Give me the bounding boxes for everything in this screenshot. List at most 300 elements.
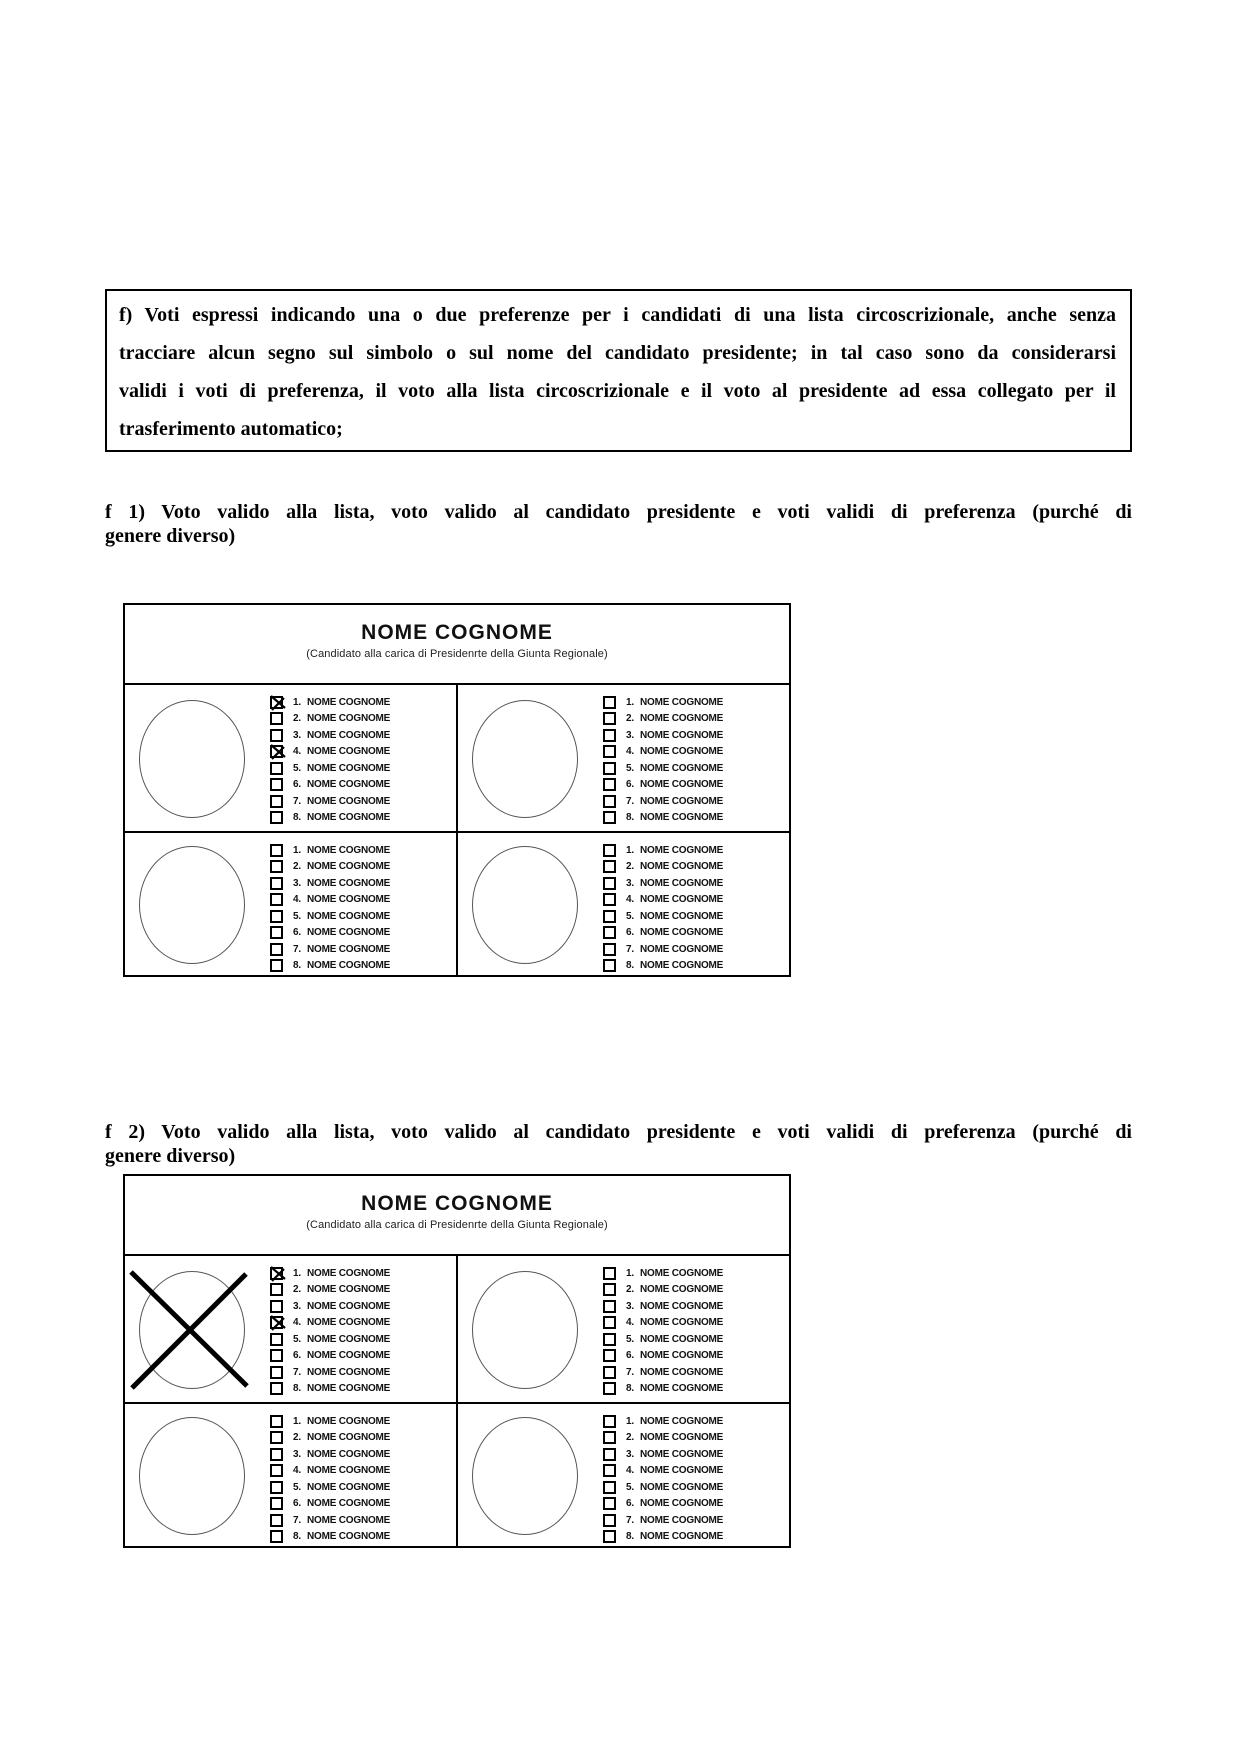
candidate-row	[270, 908, 390, 925]
candidate-row	[603, 1529, 723, 1546]
heading-line: genere diverso)	[105, 1145, 236, 1167]
candidate-row	[270, 694, 390, 711]
candidate-row	[270, 941, 390, 958]
ballot-row	[125, 1404, 789, 1546]
candidate-number: 5.	[293, 1481, 301, 1493]
preference-checkbox	[603, 1415, 616, 1428]
candidate-name: NOME COGNOME	[640, 1531, 724, 1543]
ballot-row	[125, 685, 789, 833]
preference-checkbox	[603, 959, 616, 972]
ballot-quadrant-bottom-right	[458, 833, 789, 975]
candidate-name: NOME COGNOME	[640, 1415, 724, 1427]
candidate-name: NOME COGNOME	[307, 812, 391, 824]
candidate-name: NOME COGNOME	[307, 1514, 391, 1526]
candidate-number: 5.	[626, 1333, 634, 1345]
preference-checkbox	[270, 745, 283, 758]
candidate-row	[270, 1430, 390, 1447]
candidate-number: 6.	[293, 1350, 301, 1362]
candidate-row	[603, 694, 723, 711]
ballot-row	[125, 1256, 789, 1404]
candidate-name: NOME COGNOME	[640, 746, 724, 758]
candidate-row	[270, 793, 390, 810]
candidate-row	[270, 777, 390, 794]
candidate-number: 8.	[626, 812, 634, 824]
candidate-name: NOME COGNOME	[307, 1300, 391, 1312]
candidate-row	[603, 1413, 723, 1430]
candidate-name: NOME COGNOME	[307, 729, 391, 741]
candidate-row	[270, 1512, 390, 1529]
intro-line: f) Voti espressi indicando una o due preferenze per i candidati di una lista circoscrizionale, anche senza	[119, 304, 1116, 326]
candidate-list	[270, 1413, 390, 1545]
candidate-row	[603, 1496, 723, 1513]
preference-checkbox	[603, 943, 616, 956]
preference-checkbox	[603, 1382, 616, 1395]
preference-checkbox	[603, 778, 616, 791]
intro-text-box	[105, 289, 1132, 452]
candidate-list	[270, 694, 390, 826]
candidate-name: NOME COGNOME	[640, 795, 724, 807]
candidate-number: 4.	[293, 746, 301, 758]
candidate-number: 7.	[293, 795, 301, 807]
candidate-name: NOME COGNOME	[307, 1284, 391, 1296]
ballot-quadrant-top-left	[125, 1256, 458, 1402]
candidate-row	[270, 744, 390, 761]
candidate-number: 3.	[626, 729, 634, 741]
ballot-specimen-f2	[123, 1174, 791, 1548]
candidate-number: 1.	[626, 1267, 634, 1279]
heading-line: f 2) Voto valido alla lista, voto valido al candidato presidente e voti validi di preferenza (purché di	[105, 1121, 1132, 1143]
candidate-list	[603, 842, 723, 974]
candidate-row	[270, 727, 390, 744]
candidate-name: NOME COGNOME	[307, 779, 391, 791]
candidate-name: NOME COGNOME	[640, 1300, 724, 1312]
candidate-number: 4.	[626, 1465, 634, 1477]
candidate-number: 8.	[293, 1531, 301, 1543]
candidate-number: 4.	[293, 1465, 301, 1477]
preference-checkbox	[603, 1316, 616, 1329]
candidate-row	[603, 925, 723, 942]
preference-checkbox	[603, 1497, 616, 1510]
candidate-number: 3.	[293, 877, 301, 889]
candidate-row	[603, 958, 723, 975]
section-heading-f2	[105, 1120, 1132, 1168]
preference-checkbox	[603, 1366, 616, 1379]
candidate-number: 8.	[293, 960, 301, 972]
candidate-name: NOME COGNOME	[307, 960, 391, 972]
candidate-number: 6.	[293, 779, 301, 791]
ballot-quadrant-top-right	[458, 685, 789, 831]
president-candidate-caption: (Candidato alla carica di Presidenrte della Giunta Regionale)	[306, 1219, 608, 1231]
candidate-number: 1.	[293, 844, 301, 856]
preference-checkbox	[270, 1316, 283, 1329]
candidate-number: 5.	[626, 762, 634, 774]
candidate-number: 3.	[293, 1300, 301, 1312]
preference-checkbox	[270, 959, 283, 972]
candidate-name: NOME COGNOME	[307, 894, 391, 906]
president-candidate-name: NOME COGNOME	[361, 1192, 553, 1215]
candidate-name: NOME COGNOME	[640, 713, 724, 725]
preference-checkbox	[270, 712, 283, 725]
candidate-number: 2.	[293, 1284, 301, 1296]
candidate-row	[270, 1282, 390, 1299]
ballot-header	[125, 1176, 789, 1256]
candidate-number: 7.	[293, 943, 301, 955]
candidate-name: NOME COGNOME	[307, 1531, 391, 1543]
candidate-number: 7.	[626, 795, 634, 807]
candidate-list	[603, 1413, 723, 1545]
preference-checkbox	[603, 1448, 616, 1461]
candidate-row	[270, 1265, 390, 1282]
preference-checkbox	[603, 1267, 616, 1280]
preference-checkbox	[603, 1464, 616, 1477]
candidate-row	[603, 777, 723, 794]
candidate-number: 5.	[293, 1333, 301, 1345]
candidate-name: NOME COGNOME	[307, 844, 391, 856]
candidate-name: NOME COGNOME	[640, 1317, 724, 1329]
preference-checkbox	[270, 926, 283, 939]
candidate-row	[270, 875, 390, 892]
candidate-number: 2.	[293, 861, 301, 873]
candidate-name: NOME COGNOME	[307, 927, 391, 939]
candidate-number: 4.	[293, 894, 301, 906]
candidate-name: NOME COGNOME	[307, 1267, 391, 1279]
preference-checkbox	[603, 1300, 616, 1313]
candidate-row	[270, 1496, 390, 1513]
candidate-row	[270, 1446, 390, 1463]
candidate-number: 6.	[626, 1498, 634, 1510]
candidate-number: 7.	[293, 1366, 301, 1378]
candidate-row	[603, 1463, 723, 1480]
candidate-name: NOME COGNOME	[640, 910, 724, 922]
candidate-name: NOME COGNOME	[640, 1350, 724, 1362]
preference-checkbox	[270, 1481, 283, 1494]
candidate-number: 1.	[293, 1267, 301, 1279]
candidate-row	[270, 711, 390, 728]
preference-checkbox	[270, 877, 283, 890]
candidate-row	[603, 1282, 723, 1299]
preference-checkbox	[270, 696, 283, 709]
ballot-quadrant-bottom-left	[125, 833, 458, 975]
candidate-row	[603, 1331, 723, 1348]
intro-line: trasferimento automatico;	[119, 418, 343, 440]
preference-checkbox	[270, 943, 283, 956]
candidate-number: 2.	[293, 1432, 301, 1444]
candidate-row	[270, 958, 390, 975]
preference-checkbox	[270, 1349, 283, 1362]
candidate-row	[270, 842, 390, 859]
candidate-number: 7.	[626, 1366, 634, 1378]
preference-checkbox	[270, 795, 283, 808]
list-symbol-circle	[472, 846, 578, 964]
circle-x-mark-icon	[126, 1267, 252, 1393]
candidate-number: 5.	[293, 762, 301, 774]
candidate-list	[270, 842, 390, 974]
candidate-number: 3.	[626, 1448, 634, 1460]
candidate-name: NOME COGNOME	[307, 696, 391, 708]
candidate-name: NOME COGNOME	[640, 1465, 724, 1477]
preference-checkbox	[270, 1382, 283, 1395]
preference-checkbox	[603, 696, 616, 709]
preference-checkbox	[270, 1366, 283, 1379]
candidate-name: NOME COGNOME	[640, 894, 724, 906]
preference-checkbox	[270, 778, 283, 791]
candidate-name: NOME COGNOME	[307, 1383, 391, 1395]
candidate-row	[603, 1446, 723, 1463]
preference-checkbox	[603, 712, 616, 725]
preference-checkbox	[270, 1497, 283, 1510]
candidate-name: NOME COGNOME	[640, 1383, 724, 1395]
candidate-number: 1.	[626, 696, 634, 708]
ballot-header	[125, 605, 789, 685]
candidate-number: 4.	[626, 894, 634, 906]
candidate-row	[603, 875, 723, 892]
candidate-number: 7.	[293, 1514, 301, 1526]
preference-checkbox	[603, 1333, 616, 1346]
candidate-name: NOME COGNOME	[640, 1267, 724, 1279]
candidate-row	[270, 1331, 390, 1348]
preference-checkbox	[270, 1333, 283, 1346]
candidate-name: NOME COGNOME	[640, 927, 724, 939]
candidate-row	[270, 1381, 390, 1398]
preference-checkbox	[603, 1349, 616, 1362]
candidate-name: NOME COGNOME	[307, 1481, 391, 1493]
candidate-number: 8.	[626, 1383, 634, 1395]
preference-checkbox	[270, 1448, 283, 1461]
candidate-number: 3.	[293, 1448, 301, 1460]
candidate-row	[270, 1298, 390, 1315]
candidate-name: NOME COGNOME	[640, 960, 724, 972]
candidate-name: NOME COGNOME	[640, 762, 724, 774]
candidate-number: 2.	[626, 861, 634, 873]
preference-checkbox	[270, 1530, 283, 1543]
candidate-number: 6.	[626, 927, 634, 939]
candidate-number: 1.	[293, 696, 301, 708]
candidate-row	[603, 793, 723, 810]
preference-checkbox	[603, 910, 616, 923]
list-symbol-circle	[139, 846, 245, 964]
preference-checkbox	[270, 1431, 283, 1444]
ballot-quadrant-bottom-right	[458, 1404, 789, 1546]
candidate-list	[270, 1265, 390, 1397]
candidate-name: NOME COGNOME	[640, 1481, 724, 1493]
candidate-number: 8.	[293, 1383, 301, 1395]
candidate-row	[270, 1364, 390, 1381]
preference-checkbox	[270, 860, 283, 873]
preference-checkbox	[603, 1481, 616, 1494]
preference-checkbox	[270, 1464, 283, 1477]
candidate-row	[603, 727, 723, 744]
preference-checkbox	[270, 762, 283, 775]
candidate-number: 1.	[626, 1415, 634, 1427]
candidate-number: 7.	[626, 943, 634, 955]
candidate-number: 2.	[293, 713, 301, 725]
candidate-row	[270, 925, 390, 942]
candidate-number: 2.	[626, 713, 634, 725]
preference-checkbox	[603, 893, 616, 906]
candidate-name: NOME COGNOME	[640, 1448, 724, 1460]
candidate-number: 8.	[626, 1531, 634, 1543]
candidate-name: NOME COGNOME	[640, 1366, 724, 1378]
candidate-name: NOME COGNOME	[640, 861, 724, 873]
candidate-name: NOME COGNOME	[640, 1514, 724, 1526]
candidate-name: NOME COGNOME	[307, 762, 391, 774]
preference-checkbox	[603, 877, 616, 890]
ballot-quadrant-top-left	[125, 685, 458, 831]
ballot-row	[125, 833, 789, 975]
candidate-name: NOME COGNOME	[307, 1317, 391, 1329]
candidate-row	[603, 1479, 723, 1496]
candidate-name: NOME COGNOME	[640, 696, 724, 708]
candidate-number: 6.	[626, 779, 634, 791]
candidate-number: 3.	[626, 1300, 634, 1312]
candidate-row	[270, 1413, 390, 1430]
list-symbol-circle	[139, 700, 245, 818]
candidate-name: NOME COGNOME	[640, 729, 724, 741]
ballot-quadrant-top-right	[458, 1256, 789, 1402]
preference-checkbox	[603, 811, 616, 824]
candidate-row	[270, 1529, 390, 1546]
candidate-number: 1.	[293, 1415, 301, 1427]
preference-checkbox	[270, 893, 283, 906]
preference-checkbox	[270, 1415, 283, 1428]
candidate-number: 6.	[293, 927, 301, 939]
candidate-row	[270, 1348, 390, 1365]
candidate-name: NOME COGNOME	[307, 1415, 391, 1427]
candidate-number: 5.	[293, 910, 301, 922]
candidate-number: 7.	[626, 1514, 634, 1526]
preference-checkbox	[603, 745, 616, 758]
candidate-row	[270, 892, 390, 909]
preference-checkbox	[270, 1267, 283, 1280]
candidate-row	[603, 744, 723, 761]
candidate-row	[603, 1364, 723, 1381]
preference-checkbox	[603, 844, 616, 857]
candidate-name: NOME COGNOME	[640, 812, 724, 824]
candidate-row	[603, 810, 723, 827]
candidate-row	[603, 1430, 723, 1447]
candidate-name: NOME COGNOME	[307, 1498, 391, 1510]
preference-checkbox	[603, 762, 616, 775]
candidate-name: NOME COGNOME	[307, 861, 391, 873]
candidate-number: 3.	[626, 877, 634, 889]
candidate-row	[270, 1463, 390, 1480]
president-candidate-name: NOME COGNOME	[361, 621, 553, 644]
preference-checkbox	[270, 729, 283, 742]
candidate-number: 8.	[626, 960, 634, 972]
list-symbol-circle	[139, 1417, 245, 1535]
candidate-name: NOME COGNOME	[640, 877, 724, 889]
intro-line: validi i voti di preferenza, il voto alla lista circoscrizionale e il voto al presidente ad essa collegato per il	[119, 380, 1116, 402]
list-symbol-circle	[472, 1417, 578, 1535]
president-candidate-caption: (Candidato alla carica di Presidenrte della Giunta Regionale)	[306, 648, 608, 660]
candidate-row	[603, 711, 723, 728]
preference-checkbox	[603, 1283, 616, 1296]
checkbox-x-mark-icon	[268, 693, 288, 713]
candidate-number: 2.	[626, 1284, 634, 1296]
candidate-name: NOME COGNOME	[307, 1350, 391, 1362]
preference-checkbox	[603, 1530, 616, 1543]
candidate-row	[603, 859, 723, 876]
candidate-row	[270, 1315, 390, 1332]
section-heading-f1	[105, 500, 1132, 548]
preference-checkbox	[270, 1514, 283, 1527]
candidate-row	[270, 1479, 390, 1496]
candidate-name: NOME COGNOME	[640, 1498, 724, 1510]
candidate-name: NOME COGNOME	[307, 746, 391, 758]
heading-line: f 1) Voto valido alla lista, voto valido al candidato presidente e voti validi di preferenza (purché di	[105, 501, 1132, 523]
candidate-number: 1.	[626, 844, 634, 856]
candidate-row	[603, 1381, 723, 1398]
candidate-row	[603, 1315, 723, 1332]
candidate-name: NOME COGNOME	[307, 1448, 391, 1460]
candidate-row	[603, 1265, 723, 1282]
preference-checkbox	[270, 844, 283, 857]
candidate-name: NOME COGNOME	[307, 713, 391, 725]
candidate-row	[270, 760, 390, 777]
candidate-name: NOME COGNOME	[640, 943, 724, 955]
preference-checkbox	[270, 1283, 283, 1296]
candidate-number: 4.	[626, 1317, 634, 1329]
heading-line: genere diverso)	[105, 525, 236, 547]
checkbox-x-mark-icon	[268, 1313, 288, 1333]
preference-checkbox	[603, 1514, 616, 1527]
candidate-number: 5.	[626, 1481, 634, 1493]
ballot-specimen-f1	[123, 603, 791, 977]
candidate-list	[603, 694, 723, 826]
candidate-number: 3.	[293, 729, 301, 741]
preference-checkbox	[270, 1300, 283, 1313]
candidate-name: NOME COGNOME	[640, 1333, 724, 1345]
candidate-row	[603, 1512, 723, 1529]
candidate-row	[603, 941, 723, 958]
ballot-quadrant-bottom-left	[125, 1404, 458, 1546]
preference-checkbox	[603, 926, 616, 939]
candidate-name: NOME COGNOME	[307, 910, 391, 922]
candidate-name: NOME COGNOME	[640, 1432, 724, 1444]
candidate-name: NOME COGNOME	[640, 1284, 724, 1296]
candidate-number: 4.	[626, 746, 634, 758]
candidate-row	[603, 1348, 723, 1365]
candidate-name: NOME COGNOME	[307, 943, 391, 955]
preference-checkbox	[603, 729, 616, 742]
candidate-name: NOME COGNOME	[640, 844, 724, 856]
checkbox-x-mark-icon	[268, 742, 288, 762]
list-symbol-circle	[472, 700, 578, 818]
candidate-name: NOME COGNOME	[307, 1366, 391, 1378]
candidate-number: 2.	[626, 1432, 634, 1444]
intro-line: tracciare alcun segno sul simbolo o sul nome del candidato presidente; in tal caso sono da considerarsi	[119, 342, 1116, 364]
candidate-row	[603, 908, 723, 925]
candidate-row	[603, 1298, 723, 1315]
candidate-row	[270, 859, 390, 876]
checkbox-x-mark-icon	[268, 1264, 288, 1284]
candidate-number: 6.	[626, 1350, 634, 1362]
preference-checkbox	[603, 860, 616, 873]
candidate-name: NOME COGNOME	[307, 1465, 391, 1477]
list-symbol-circle	[472, 1271, 578, 1389]
candidate-name: NOME COGNOME	[307, 877, 391, 889]
candidate-row	[603, 892, 723, 909]
candidate-number: 4.	[293, 1317, 301, 1329]
candidate-list	[603, 1265, 723, 1397]
preference-checkbox	[270, 811, 283, 824]
candidate-row	[270, 810, 390, 827]
candidate-number: 6.	[293, 1498, 301, 1510]
candidate-row	[603, 842, 723, 859]
preference-checkbox	[603, 795, 616, 808]
candidate-name: NOME COGNOME	[640, 779, 724, 791]
preference-checkbox	[603, 1431, 616, 1444]
